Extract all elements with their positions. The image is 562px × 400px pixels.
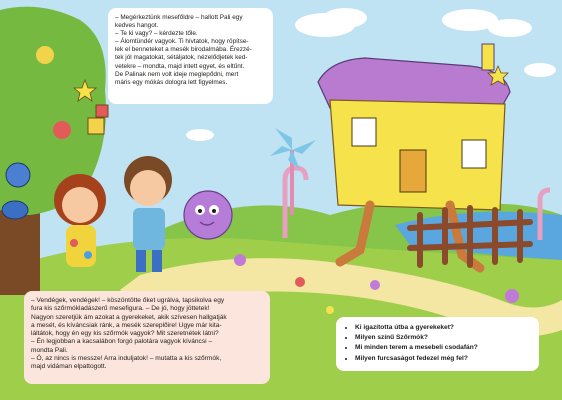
palace-door [400, 150, 426, 192]
toy-flower [36, 46, 54, 64]
story-line: lek el benneteket a mesék birodalmába. Érezzé- [115, 46, 252, 54]
toy-block [96, 105, 108, 117]
questions-list [344, 323, 531, 364]
question-item: • Milyen furcsaságot fedezel még fel? [355, 354, 531, 364]
questions-box [336, 317, 539, 371]
palace-window [352, 118, 376, 146]
furry-creature [184, 191, 232, 239]
question-item: • Milyen színű Szőrmók? [355, 333, 531, 343]
story-line: vetekre – mondta, majd intett egyet, és eltűnt. [115, 62, 245, 70]
story-line: láltátok, hogy én egy kis szőrmók vagyok? Mit szeretnétek látni? [31, 330, 219, 338]
story-line: – Megérkeztünk mesefőldre – hallott Pali egy [115, 14, 243, 21]
story-line: fura kis szőrmókladászerű mesefigura. – De jó, hogy jöttetek! [31, 305, 210, 313]
story-line: kedves hangot. [115, 22, 159, 30]
story-line: tek jól magatokat, sétáljatok, nézelődjetek ked- [115, 54, 248, 62]
story-line: máris egy mókás dologra lett figyelmes. [115, 78, 228, 86]
toy-ball [6, 163, 30, 187]
palace-chimney [482, 44, 494, 70]
story-line: majd vidáman elpattogott. [31, 363, 107, 371]
story-line: – Álomtündér vagyok. Ti hívtatok, hogy röpítse- [115, 38, 249, 46]
story-text-bottom [24, 291, 270, 384]
toy-car [2, 201, 28, 219]
story-line: – Vendégek, vendégek! – köszöntötte őket ugrálva, tapsikolva egy [31, 297, 225, 304]
story-text-top [108, 8, 273, 104]
story-line: – Te ki vagy? – kérdezte tőle. [115, 30, 198, 38]
story-line: Nagyon szeretjük ám azokat a gyerekeket, akik szívesen hallgatják [31, 313, 227, 321]
question-item: • Ki igazította útba a gyerekeket? [355, 323, 531, 333]
toy-flower [53, 121, 71, 139]
story-line: – Én legjobban a kacsalábon forgó palotára vagyok kíváncsi – [31, 338, 213, 346]
palace-window [462, 140, 486, 168]
story-line: a mesét, és kíváncsiak ránk, a mesék szereplőire! Ugye már kita- [31, 321, 222, 329]
toy-block [88, 118, 104, 134]
story-line: – Ó, az nincs is messze! Arra induljatok! – mutatta a kis szőrmók, [31, 355, 222, 363]
question-item: • Mi minden terem a mesebeli csodafán? [355, 343, 531, 353]
story-line: mondta Pali. [31, 346, 68, 354]
story-line: De Palinak nem volt ideje meglepődni, mert [115, 70, 239, 78]
